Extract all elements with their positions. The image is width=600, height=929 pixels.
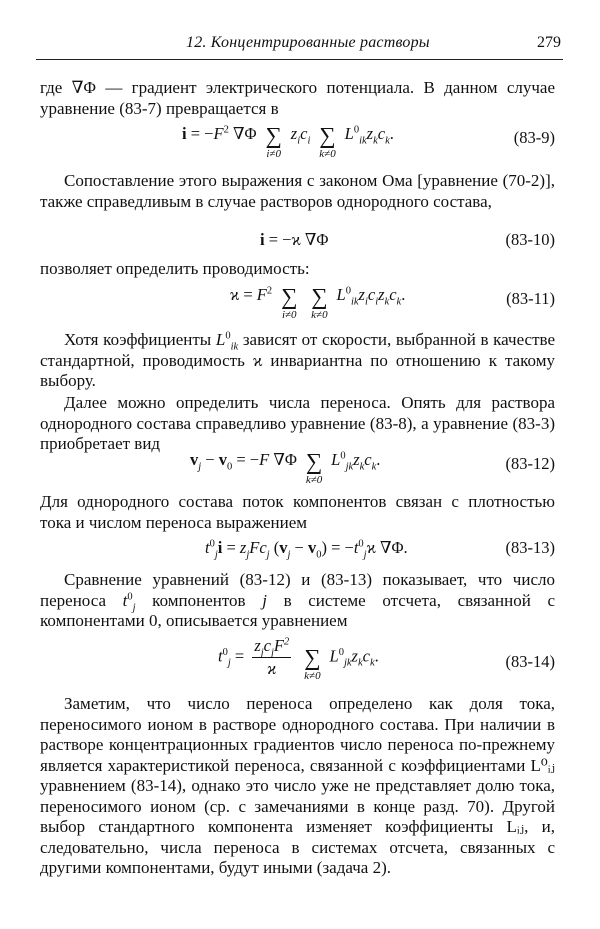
equation-83-11-formula: $ϰ = F^2$ ∑ i≠0 ∑ k≠0 $L^0_{ik}z_ic_iz_kc_k$. (230, 284, 406, 321)
equation-83-12 (40, 450, 555, 494)
equation-83-12-formula: $v_j - v_0 = -F$ ∇Φ ∑ k≠0 $L^0_{jk}z_kc_k$. (190, 449, 381, 486)
paragraph-coefficients: Хотя коэффициенты $L^0_{ik}$ зависят от скорости, выбранной в качестве стандартной, проводимость ϰ инвариантна по отношению к такому выбору. (40, 330, 555, 390)
page-number: 279 (537, 34, 561, 51)
equation-83-10-formula: i = −ϰ ∇Φ (260, 230, 329, 249)
header-rule (36, 59, 563, 60)
paragraph-coefficients-text: Хотя коэффициенты (64, 330, 216, 349)
equation-number: (83-10) (505, 230, 555, 249)
equation-number: (83-14) (505, 652, 555, 671)
equation-83-14-formula: $t^0_j$ = $\frac{z_jc_jF^2}{ϰ}$ ∑ k≠0 $L^0_{jk}z_kc_k$. (218, 636, 379, 683)
equation-83-11 (40, 285, 555, 329)
paragraph-conductivity: позволяет определить проводимость: (40, 259, 310, 278)
equation-number: (83-12) (505, 454, 555, 473)
equation-83-10 (40, 230, 555, 254)
running-head: 12. Концентрированные растворы (186, 34, 430, 51)
equation-83-9-formula: $i = -F^2$ ∇Φ ∑ i≠0 $z_ic_i$ ∑ k≠0 $L^0_{ik}z_kc_k$. (182, 123, 394, 160)
paragraph-comparison-text: компонентов (135, 590, 263, 610)
equation-number: (83-11) (506, 289, 555, 308)
paragraph-comparison: Сравнение уравнений (83-12) и (83-13) показывает, что число переноса $t^0_j$ компонентов j в системе отсчета, связанной с компонентами 0, описывается уравнением (40, 570, 556, 630)
paragraph-coefficients-text: зависят от скорости, выбранной в качестве стандартной, проводимость ϰ инвариантна по отношению к такому выбору. (40, 330, 555, 390)
paragraph-flux: Для однородного состава поток компонентов связан с плотностью тока и числом переноса выражением (40, 492, 555, 532)
equation-number: (83-9) (513, 128, 555, 147)
paragraph-transfer-numbers: Далее можно определить числа переноса. Опять для раствора однородного состава справедливо уравнение (83-8), а уравнение (83-3) приобретает вид (40, 393, 555, 453)
equation-83-13-formula: $t^0_ji = z_jFc_j$ $(v_j - v_0) = -t^0_jϰ$ ∇Φ. (205, 538, 408, 561)
page-header (36, 34, 563, 58)
paragraph-gradient: где ∇Φ — градиент электрического потенциала. В данном случае уравнение (83-7) превращается в (40, 78, 555, 118)
equation-number: (83-13) (505, 538, 555, 557)
equation-83-14 (40, 636, 555, 684)
paragraph-comparison-text: в системе отсчета, связанной с компонентами 0, описывается уравнением (40, 590, 556, 630)
equation-83-9 (40, 124, 555, 168)
equation-83-13 (40, 538, 555, 562)
fraction: $\frac{z_jc_jF^2}{ϰ}$ (254, 636, 290, 678)
paragraph-conclusion: Заметим, что число переноса определено как доля тока, переносимого ионом в растворе однородного состава. При наличии в растворе концентрационных градиентов число переноса по-прежнему является характеристикой переноса, связанной с коэффициентами L⁰ᵢⱼ уравнением (83-14), однако это число уже не представляет долю тока, переносимого ионом (ср. с замечаниями в конце разд. 70). Другой выбор стандартного компонента изменяет коэффициенты Lᵢⱼ, и, следовательно, числа переноса в системах отсчета, связанных с другими компонентами, будут иными (задача 2). (40, 694, 555, 877)
paragraph-comparison-text: Сравнение уравнений (83-12) и (83-13) показывает, что число переноса (40, 570, 555, 610)
paragraph-ohm: Сопоставление этого выражения с законом Ома [уравнение (70-2)], также справедливым в случае растворов однородного состава, (40, 171, 555, 211)
